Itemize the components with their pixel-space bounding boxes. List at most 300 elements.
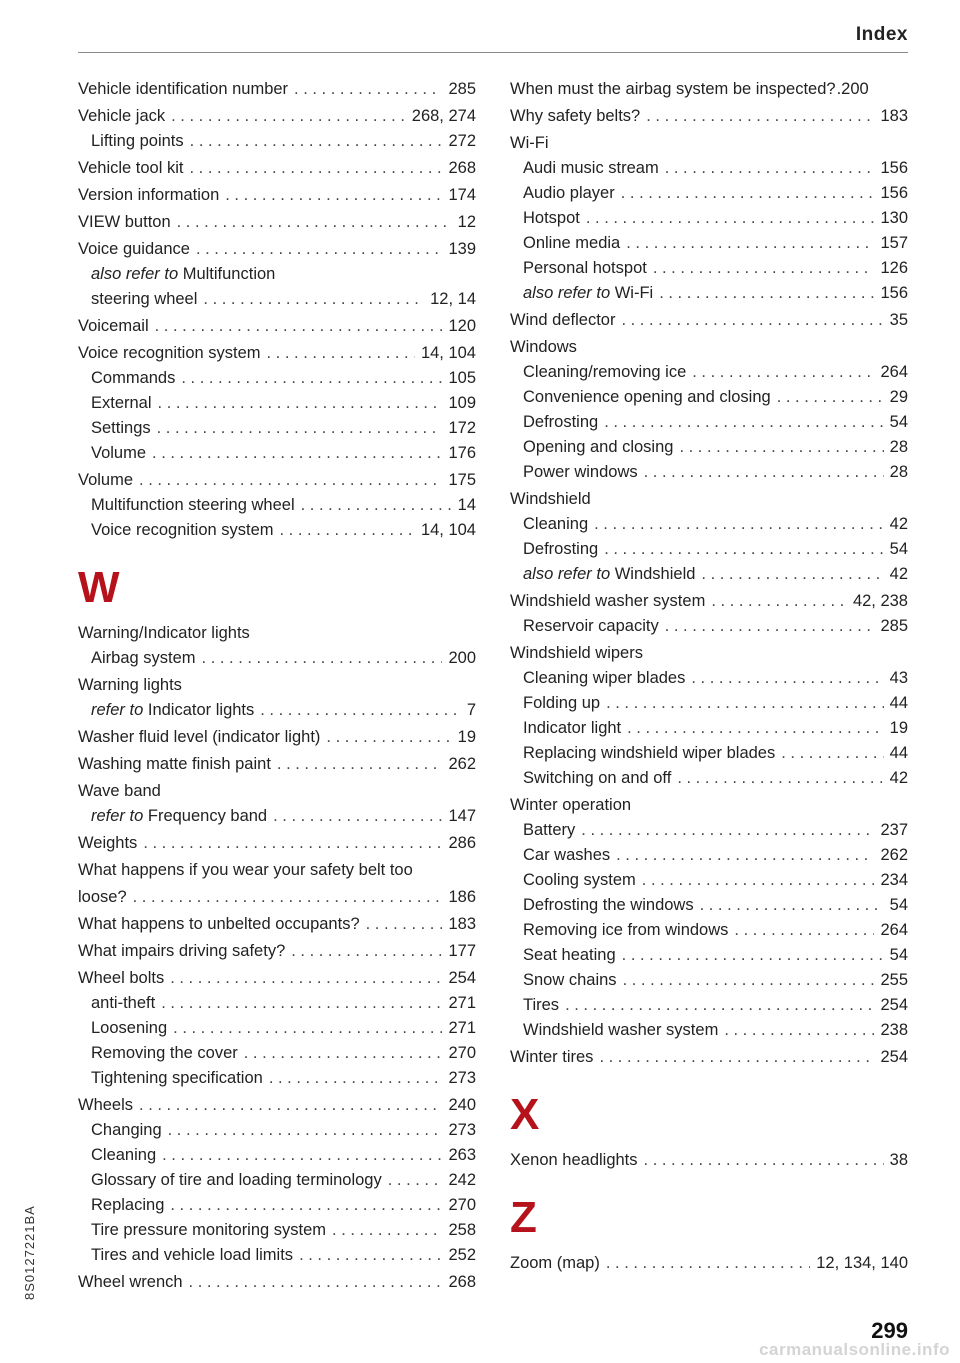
index-entry xyxy=(510,335,908,360)
entry-label-text: Wind deflector xyxy=(510,311,616,329)
dot-leader xyxy=(616,843,874,868)
entry-label-text: Removing the cover xyxy=(91,1044,238,1062)
page-header-title: Index xyxy=(855,24,908,45)
entry-label-text: Washer fluid level (indicator light) xyxy=(78,728,321,746)
dot-leader xyxy=(642,868,875,893)
index-subentry xyxy=(510,716,908,741)
cross-reference-prefix: also refer to xyxy=(523,284,611,302)
index-entry xyxy=(78,183,476,208)
page-reference: 286 xyxy=(448,834,476,852)
entry-label xyxy=(78,966,164,991)
index-subentry xyxy=(78,262,476,287)
entry-label-text: Wheel bolts xyxy=(78,969,165,987)
index-column-right xyxy=(510,75,908,1276)
entry-label xyxy=(510,1251,600,1276)
entry-label xyxy=(91,287,197,312)
dot-leader xyxy=(143,831,442,856)
page-reference: 242 xyxy=(448,1171,476,1189)
dot-leader xyxy=(606,1251,810,1276)
page-reference: 186 xyxy=(448,888,476,906)
entry-label xyxy=(91,416,151,441)
dot-leader xyxy=(665,156,875,181)
page-reference: 19 xyxy=(889,719,908,737)
entry-label xyxy=(91,698,254,723)
entry-label-text: Windshield xyxy=(510,490,591,508)
index-subentry xyxy=(510,868,908,893)
page-number: 299 xyxy=(871,1318,908,1343)
entry-label xyxy=(523,818,575,843)
entry-label-text: loose? xyxy=(78,888,127,906)
index-entry xyxy=(78,779,476,804)
dot-leader xyxy=(299,1243,442,1268)
index-entry xyxy=(510,641,908,666)
index-subentry xyxy=(78,646,476,671)
entry-label xyxy=(91,1066,263,1091)
entry-label-text: Defrosting xyxy=(523,413,599,431)
entry-label xyxy=(523,993,559,1018)
index-entry xyxy=(510,487,908,512)
entry-label xyxy=(523,512,588,537)
entry-label xyxy=(78,939,285,964)
entry-label-text: Tires xyxy=(523,996,560,1014)
entry-label xyxy=(91,518,274,543)
entry-label-text: Volume xyxy=(91,444,147,462)
entry-label xyxy=(78,314,149,339)
entry-label-text: Voice guidance xyxy=(78,240,190,258)
dot-leader xyxy=(244,1041,443,1066)
dot-leader xyxy=(691,666,883,691)
dot-leader xyxy=(277,752,443,777)
page-reference: 44 xyxy=(889,744,908,762)
page-reference: 7 xyxy=(466,701,476,719)
entry-label-text: Zoom (map) xyxy=(510,1254,600,1272)
index-entry xyxy=(78,468,476,493)
entry-label-text: Wheels xyxy=(78,1096,134,1114)
entry-label xyxy=(523,256,647,281)
entry-label-text: Why safety belts? xyxy=(510,107,641,125)
dot-leader xyxy=(621,181,875,206)
entry-label-text: Car washes xyxy=(523,846,611,864)
page-reference: 156 xyxy=(880,284,908,302)
page-reference: 268, 274 xyxy=(411,107,476,125)
page-reference: 28 xyxy=(889,463,908,481)
entry-label xyxy=(91,1243,293,1268)
entry-label-text: When must the airbag system be inspected? xyxy=(510,80,836,98)
dot-leader xyxy=(162,1143,442,1168)
entry-label-text: Cooling system xyxy=(523,871,636,889)
index-subentry xyxy=(78,1168,476,1193)
page-reference: 38 xyxy=(889,1151,908,1169)
entry-label xyxy=(78,341,261,366)
entry-label xyxy=(91,366,175,391)
dot-leader xyxy=(581,818,874,843)
entry-label-text: Tires and vehicle load limits xyxy=(91,1246,294,1264)
entry-label-text: Airbag system xyxy=(91,649,196,667)
entry-label xyxy=(78,237,190,262)
index-subentry xyxy=(78,1016,476,1041)
entry-label-text: Online media xyxy=(523,234,621,252)
entry-label xyxy=(523,435,673,460)
dot-leader xyxy=(202,646,443,671)
page-reference: 238 xyxy=(880,1021,908,1039)
index-subentry xyxy=(78,287,476,312)
entry-label-text: Voice recognition system xyxy=(91,521,274,539)
page-reference: 264 xyxy=(880,363,908,381)
page-reference: 29 xyxy=(889,388,908,406)
entry-label-text: steering wheel xyxy=(91,290,198,308)
index-subentry xyxy=(510,843,908,868)
dot-leader xyxy=(665,614,875,639)
dot-leader xyxy=(644,460,884,485)
entry-label-text: Multifunction steering wheel xyxy=(91,496,295,514)
document-code: 8S0127221BA xyxy=(22,1205,37,1300)
dot-leader xyxy=(269,1066,443,1091)
index-subentry xyxy=(78,416,476,441)
index-subentry xyxy=(510,918,908,943)
entry-label xyxy=(91,1041,238,1066)
dot-leader xyxy=(273,804,442,829)
entry-label-text: Battery xyxy=(523,821,576,839)
cross-reference-prefix: also refer to xyxy=(91,265,179,283)
index-subentry xyxy=(510,435,908,460)
entry-label xyxy=(523,231,620,256)
dot-leader xyxy=(171,104,406,129)
entry-label-text: anti-theft xyxy=(91,994,156,1012)
index-subentry xyxy=(78,129,476,154)
dot-leader xyxy=(158,391,443,416)
dot-leader xyxy=(653,256,875,281)
entry-label xyxy=(510,1045,593,1070)
index-entry xyxy=(78,912,476,937)
entry-label-text: Windshield wipers xyxy=(510,644,643,662)
entry-label xyxy=(78,210,171,235)
page-reference: 14, 104 xyxy=(420,344,476,362)
section-letter-z: Z xyxy=(510,1193,537,1242)
entry-label-text: Changing xyxy=(91,1121,162,1139)
dot-leader xyxy=(225,183,442,208)
cross-reference-prefix: refer to xyxy=(91,807,144,825)
entry-label xyxy=(78,725,320,750)
entry-label xyxy=(523,766,671,791)
entry-label-text: Wave band xyxy=(78,782,161,800)
index-entry xyxy=(78,341,476,366)
dot-leader xyxy=(280,518,415,543)
index-entry xyxy=(510,1045,908,1070)
index-entry xyxy=(78,210,476,235)
entry-label xyxy=(91,391,152,416)
index-entry xyxy=(78,314,476,339)
dot-leader xyxy=(326,725,451,750)
dot-leader xyxy=(267,341,415,366)
entry-label-text: Windshield washer system xyxy=(510,592,706,610)
index-subentry xyxy=(510,231,908,256)
page-reference: 254 xyxy=(880,1048,908,1066)
page-reference: 130 xyxy=(880,209,908,227)
entry-label xyxy=(91,1143,156,1168)
entry-label xyxy=(523,156,659,181)
index-subentry xyxy=(510,943,908,968)
dot-leader xyxy=(604,537,883,562)
entry-label xyxy=(523,666,685,691)
dot-leader xyxy=(189,1270,443,1295)
page-reference: 105 xyxy=(448,369,476,387)
index-entry xyxy=(78,104,476,129)
index-subentry xyxy=(510,385,908,410)
entry-label xyxy=(523,410,598,435)
entry-label-text: Indicator lights xyxy=(143,701,255,719)
index-entry xyxy=(78,621,476,646)
index-entry xyxy=(510,589,908,614)
entry-label-text: Wi-Fi xyxy=(510,134,549,152)
entry-label xyxy=(523,360,686,385)
page-reference: 14 xyxy=(457,496,476,514)
page-reference: 177 xyxy=(448,942,476,960)
entry-label-text: VIEW button xyxy=(78,213,171,231)
entry-label xyxy=(523,385,771,410)
dot-leader xyxy=(677,766,883,791)
page-reference: 234 xyxy=(880,871,908,889)
entry-label-text: Defrosting the windows xyxy=(523,896,694,914)
index-subentry xyxy=(510,666,908,691)
entry-label-text: Wheel wrench xyxy=(78,1273,183,1291)
dot-leader xyxy=(586,206,875,231)
dot-leader xyxy=(181,366,442,391)
entry-label-text: Warning lights xyxy=(78,676,182,694)
dot-leader xyxy=(388,1168,443,1193)
entry-label-text: Cleaning wiper blades xyxy=(523,669,686,687)
page-reference: 262 xyxy=(880,846,908,864)
page-reference: 264 xyxy=(880,921,908,939)
entry-label-text: What happens if you wear your safety belt too xyxy=(78,861,413,879)
entry-label xyxy=(510,77,836,102)
page-reference: 120 xyxy=(448,317,476,335)
page-reference: 285 xyxy=(880,617,908,635)
cross-reference-prefix: also refer to xyxy=(523,565,611,583)
entry-label xyxy=(523,893,694,918)
entry-label-text: Voicemail xyxy=(78,317,149,335)
entry-label-text: Glossary of tire and loading terminology xyxy=(91,1171,382,1189)
entry-label xyxy=(510,641,643,666)
entry-label-text: Lifting points xyxy=(91,132,184,150)
index-subentry xyxy=(510,993,908,1018)
page-reference: 126 xyxy=(880,259,908,277)
entry-label xyxy=(510,487,591,512)
dot-leader xyxy=(139,1093,442,1118)
entry-label-text: Switching on and off xyxy=(523,769,672,787)
index-subentry xyxy=(510,691,908,716)
entry-label xyxy=(523,968,617,993)
page-reference: 200 xyxy=(448,649,476,667)
entry-label xyxy=(523,918,728,943)
page-reference: 272 xyxy=(448,132,476,150)
index-subentry xyxy=(78,441,476,466)
dot-leader xyxy=(565,993,874,1018)
page-reference: 271 xyxy=(448,1019,476,1037)
index-entry xyxy=(78,1093,476,1118)
page-reference: 109 xyxy=(448,394,476,412)
index-entry xyxy=(78,966,476,991)
entry-label xyxy=(78,1093,133,1118)
dot-leader xyxy=(189,156,442,181)
dot-leader xyxy=(177,210,452,235)
index-subentry xyxy=(78,518,476,543)
entry-label-text: Windshield xyxy=(610,565,696,583)
entry-label-text: Snow chains xyxy=(523,971,617,989)
entry-label-text: Convenience opening and closing xyxy=(523,388,771,406)
index-entry xyxy=(78,156,476,181)
page-reference: 258 xyxy=(448,1221,476,1239)
entry-label-text: What impairs driving safety? xyxy=(78,942,286,960)
dot-leader xyxy=(700,893,884,918)
dot-leader xyxy=(724,1018,874,1043)
page-reference: 255 xyxy=(880,971,908,989)
index-entry xyxy=(78,885,476,910)
page-reference: 54 xyxy=(889,413,908,431)
page-reference: 157 xyxy=(880,234,908,252)
entry-label-text: Windows xyxy=(510,338,577,356)
index-entry xyxy=(78,1270,476,1295)
entry-label-text: Multifunction xyxy=(178,265,276,283)
dot-leader xyxy=(711,589,847,614)
entry-label xyxy=(91,129,184,154)
entry-label xyxy=(78,621,250,646)
page-reference: 139 xyxy=(448,240,476,258)
index-subentry xyxy=(510,766,908,791)
page-reference: 240 xyxy=(448,1096,476,1114)
index-entry xyxy=(78,831,476,856)
dot-leader xyxy=(622,943,884,968)
index-entry xyxy=(510,308,908,333)
page-reference: 42, 238 xyxy=(852,592,908,610)
entry-label-text: Version information xyxy=(78,186,220,204)
entry-label-text: Wi-Fi xyxy=(610,284,654,302)
entry-label-text: Frequency band xyxy=(143,807,268,825)
dot-leader xyxy=(627,716,884,741)
entry-label xyxy=(78,104,165,129)
page-reference: 35 xyxy=(889,311,908,329)
page-reference: 43 xyxy=(889,669,908,687)
dot-leader xyxy=(692,360,874,385)
entry-label-text: Windshield washer system xyxy=(523,1021,719,1039)
page-reference: 44 xyxy=(889,694,908,712)
entry-label xyxy=(78,858,413,883)
entry-label xyxy=(78,156,183,181)
index-subentry xyxy=(78,1218,476,1243)
entry-label xyxy=(523,716,621,741)
page-reference: .200 xyxy=(836,80,869,98)
index-subentry xyxy=(510,1018,908,1043)
index-subentry xyxy=(78,991,476,1016)
entry-label xyxy=(523,843,610,868)
dot-leader xyxy=(196,237,443,262)
index-entry xyxy=(78,77,476,102)
entry-label xyxy=(91,262,275,287)
index-subentry xyxy=(510,614,908,639)
index-subentry xyxy=(78,1118,476,1143)
entry-label-text: External xyxy=(91,394,152,412)
dot-leader xyxy=(260,698,461,723)
page-reference: 54 xyxy=(889,896,908,914)
index-subentry xyxy=(78,391,476,416)
entry-label-text: Warning/Indicator lights xyxy=(78,624,250,642)
dot-leader xyxy=(161,991,442,1016)
entry-label xyxy=(78,912,360,937)
entry-label xyxy=(78,183,219,208)
entry-label-text: Cleaning xyxy=(523,515,589,533)
page-reference: 147 xyxy=(448,807,476,825)
index-entry xyxy=(78,752,476,777)
index-subentry xyxy=(510,537,908,562)
dot-leader xyxy=(604,410,883,435)
index-subentry xyxy=(510,256,908,281)
dot-leader xyxy=(734,918,874,943)
dot-leader xyxy=(291,939,442,964)
page-reference: 262 xyxy=(448,755,476,773)
entry-label xyxy=(523,181,615,206)
page-reference: 183 xyxy=(448,915,476,933)
entry-label-text: Winter operation xyxy=(510,796,632,814)
dot-leader xyxy=(173,1016,442,1041)
entry-label xyxy=(91,1118,162,1143)
index-subentry xyxy=(78,1193,476,1218)
entry-label xyxy=(91,1168,382,1193)
entry-label-text: Audi music stream xyxy=(523,159,659,177)
entry-label-text: Volume xyxy=(78,471,134,489)
index-entry xyxy=(510,793,908,818)
index-subentry xyxy=(78,1066,476,1091)
dot-leader xyxy=(170,1193,442,1218)
entry-label xyxy=(78,1270,183,1295)
dot-leader xyxy=(152,441,442,466)
entry-label-text: Tightening specification xyxy=(91,1069,263,1087)
page-reference: 268 xyxy=(448,159,476,177)
cross-reference-prefix: refer to xyxy=(91,701,144,719)
index-subentry xyxy=(510,181,908,206)
index-entry xyxy=(510,77,908,102)
dot-leader xyxy=(659,281,874,306)
entry-label-text: Weights xyxy=(78,834,138,852)
dot-leader xyxy=(157,416,443,441)
page-reference: 156 xyxy=(880,159,908,177)
entry-label-text: Washing matte finish paint xyxy=(78,755,271,773)
page-reference: 54 xyxy=(889,946,908,964)
index-subentry xyxy=(78,1143,476,1168)
entry-label-text: Winter tires xyxy=(510,1048,594,1066)
index-subentry xyxy=(510,281,908,306)
page-reference: 172 xyxy=(448,419,476,437)
index-entry xyxy=(510,131,908,156)
entry-label xyxy=(510,104,640,129)
index-entry xyxy=(78,939,476,964)
page-reference: 174 xyxy=(448,186,476,204)
watermark: carmanualsonline.info xyxy=(759,1340,950,1359)
entry-label-text: Cleaning/removing ice xyxy=(523,363,687,381)
dot-leader xyxy=(366,912,443,937)
page-reference: 254 xyxy=(880,996,908,1014)
page-reference: 42 xyxy=(889,769,908,787)
dot-leader xyxy=(679,435,883,460)
page-reference: 273 xyxy=(448,1121,476,1139)
index-subentry xyxy=(510,512,908,537)
entry-label-text: Xenon headlights xyxy=(510,1151,638,1169)
entry-label xyxy=(78,77,288,102)
dot-leader xyxy=(606,691,884,716)
page-reference: 273 xyxy=(448,1069,476,1087)
entry-label-text: Reservoir capacity xyxy=(523,617,659,635)
section-letter-x: X xyxy=(510,1090,540,1139)
dot-leader xyxy=(332,1218,442,1243)
dot-leader xyxy=(203,287,424,312)
